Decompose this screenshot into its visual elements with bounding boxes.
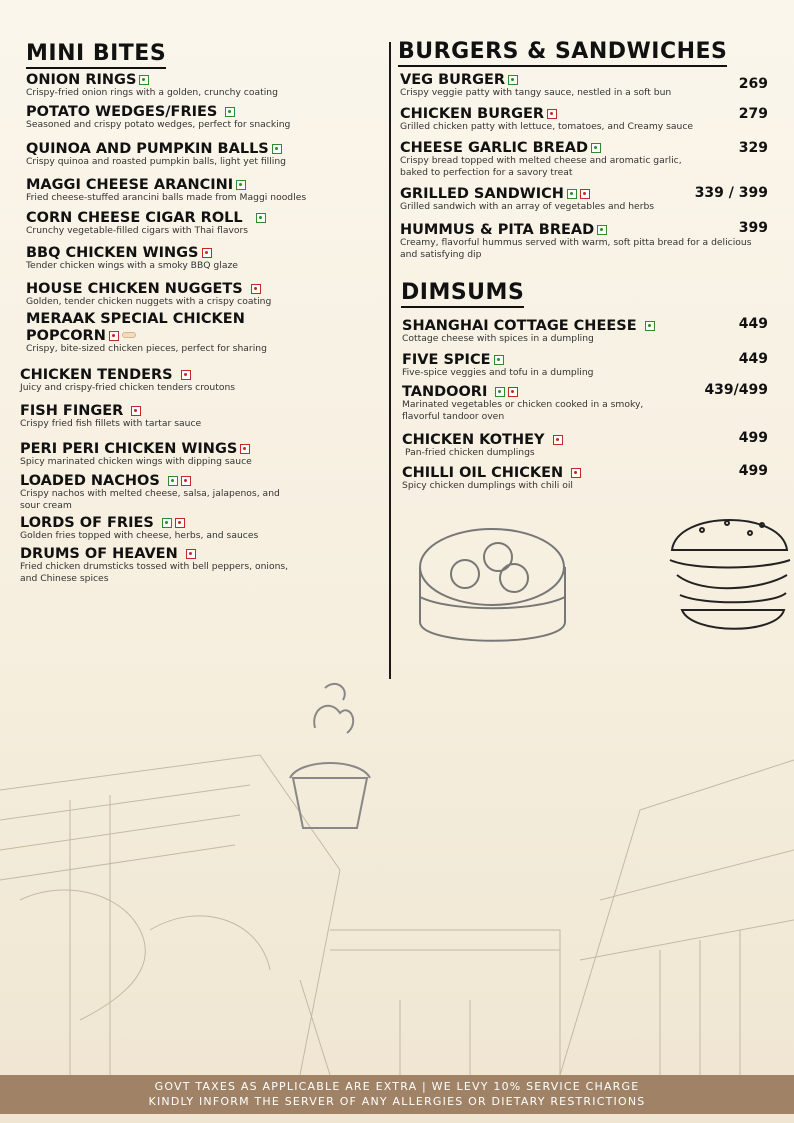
menu-item <box>26 245 346 272</box>
nonveg-icon <box>580 189 590 199</box>
veg-icon <box>495 387 505 397</box>
menu-item <box>26 281 346 308</box>
item-name: HOUSE CHICKEN NUGGETS <box>26 281 243 297</box>
menu-item <box>400 72 760 99</box>
veg-icon <box>508 75 518 85</box>
nonveg-icon <box>175 518 185 528</box>
nonveg-icon <box>240 444 250 454</box>
footer-banner <box>0 1075 794 1114</box>
item-price: 269 <box>738 76 768 92</box>
nonveg-icon <box>553 435 563 445</box>
menu-item <box>26 141 346 168</box>
item-name: CHICKEN BURGER <box>400 106 545 122</box>
veg-icon <box>494 355 504 365</box>
item-name: CHICKEN KOTHEY <box>402 432 545 448</box>
item-description: Crispy fried fish fillets with tartar sauce <box>20 418 202 429</box>
veg-icon <box>256 213 266 223</box>
item-name: TANDOORI <box>402 384 488 400</box>
item-name: SHANGHAI COTTAGE CHEESE <box>402 318 637 334</box>
item-description: Crunchy vegetable-filled cigars with Thai flavors <box>26 225 249 236</box>
menu-item <box>20 441 340 468</box>
item-description: Cottage cheese with spices in a dumpling <box>402 333 594 344</box>
item-name: CHEESE GARLIC BREAD <box>400 140 588 156</box>
nonveg-icon <box>109 331 119 341</box>
veg-icon <box>645 321 655 331</box>
item-name: MAGGI CHEESE ARANCINI <box>26 177 234 193</box>
nonveg-icon <box>547 109 557 119</box>
veg-icon <box>168 476 178 486</box>
item-price: 279 <box>738 106 768 122</box>
dimsums-title: DIMSUMS <box>401 280 524 308</box>
veg-icon <box>225 107 235 117</box>
item-name: LORDS OF FRIES <box>20 515 154 531</box>
menu-item <box>20 546 305 585</box>
nonveg-icon <box>181 370 191 380</box>
item-name: CHILLI OIL CHICKEN <box>402 465 564 481</box>
menu-item <box>402 465 722 492</box>
item-description: Crispy, bite-sized chicken pieces, perfect for sharing <box>26 343 267 354</box>
item-name: LOADED NACHOS <box>20 473 160 489</box>
item-name: CHICKEN TENDERS <box>20 367 173 383</box>
item-description: Fried chicken drumsticks tossed with bell peppers, onions, and Chinese spices <box>20 561 289 584</box>
courtyard-sketch <box>0 700 794 1075</box>
menu-item <box>400 222 770 261</box>
column-divider <box>389 42 391 679</box>
item-description: Crispy nachos with melted cheese, salsa, jalapenos, and sour cream <box>20 488 280 511</box>
menu-item <box>26 210 346 237</box>
item-description: Five-spice veggies and tofu in a dumpling <box>402 367 594 378</box>
veg-icon <box>597 225 607 235</box>
nonveg-icon <box>508 387 518 397</box>
menu-item <box>26 311 346 355</box>
mini-bites-title: MINI BITES <box>26 41 166 69</box>
item-description: Creamy, flavorful hummus served with warm, soft pitta bread for a delicious and satisfying dip <box>400 237 752 260</box>
menu-item <box>402 384 682 423</box>
item-price: 339 / 399 <box>694 185 768 201</box>
menu-item <box>20 403 340 430</box>
menu-item <box>26 104 346 131</box>
egg-icon <box>122 332 136 338</box>
nonveg-icon <box>571 468 581 478</box>
item-description: Crispy bread topped with melted cheese and aromatic garlic, baked to perfection for a savory treat <box>400 155 682 178</box>
item-name: FISH FINGER <box>20 403 124 419</box>
item-name: FIVE SPICE <box>402 352 491 368</box>
veg-icon <box>139 75 149 85</box>
menu-item <box>26 72 346 99</box>
item-name: ONION RINGS <box>26 72 137 88</box>
veg-icon <box>591 143 601 153</box>
item-name: POTATO WEDGES/FRIES <box>26 104 218 120</box>
item-description: Grilled sandwich with an array of vegetables and herbs <box>400 201 655 212</box>
popcorn-bucket-sketch <box>285 678 375 833</box>
nonveg-icon <box>202 248 212 258</box>
item-name: QUINOA AND PUMPKIN BALLS <box>26 141 269 157</box>
veg-icon <box>567 189 577 199</box>
item-description: Crispy veggie patty with tangy sauce, nestled in a soft bun <box>400 87 672 98</box>
item-price: 499 <box>738 463 768 479</box>
menu-item <box>26 177 346 204</box>
menu-item <box>402 432 722 459</box>
item-price: 449 <box>738 351 768 367</box>
item-name: MERAAK SPECIAL CHICKEN POPCORN <box>26 311 245 344</box>
item-name: GRILLED SANDWICH <box>400 186 564 202</box>
menu-item <box>400 140 710 179</box>
item-price: 329 <box>738 140 768 156</box>
menu-item <box>20 515 340 542</box>
dimsum-basket-sketch <box>410 512 575 657</box>
item-description: Juicy and crispy-fried chicken tenders croutons <box>20 382 236 393</box>
item-description: Tender chicken wings with a smoky BBQ glaze <box>26 260 238 271</box>
item-price: 439/499 <box>704 382 768 398</box>
burger-sketch <box>662 505 794 640</box>
item-description: Crispy quinoa and roasted pumpkin balls, light yet filling <box>26 156 286 167</box>
item-description: Marinated vegetables or chicken cooked in a smoky, flavorful tandoor oven <box>402 399 644 422</box>
item-description: Golden, tender chicken nuggets with a crispy coating <box>26 296 272 307</box>
menu-item <box>402 352 722 379</box>
menu-item <box>402 318 722 345</box>
menu-item <box>20 473 280 512</box>
veg-icon <box>162 518 172 528</box>
menu-item <box>400 106 760 133</box>
item-description: Pan-fried chicken dumplings <box>405 447 535 458</box>
item-description: Seasoned and crispy potato wedges, perfect for snacking <box>26 119 291 130</box>
item-description: Grilled chicken patty with lettuce, tomatoes, and Creamy sauce <box>400 121 694 132</box>
menu-item <box>20 367 340 394</box>
item-name: VEG BURGER <box>400 72 506 88</box>
item-price: 449 <box>738 316 768 332</box>
footer-tax-note: GOVT TAXES AS APPLICABLE ARE EXTRA | WE LEVY 10% SERVICE CHARGE <box>154 1080 640 1093</box>
burgers-title: BURGERS & SANDWICHES <box>398 39 727 67</box>
item-description: Golden fries topped with cheese, herbs, and sauces <box>20 530 259 541</box>
item-description: Crispy-fried onion rings with a golden, crunchy coating <box>26 87 278 98</box>
footer-allergy-note: KINDLY INFORM THE SERVER OF ANY ALLERGIES OR DIETARY RESTRICTIONS <box>148 1095 646 1108</box>
item-price: 499 <box>738 430 768 446</box>
nonveg-icon <box>131 406 141 416</box>
item-name: BBQ CHICKEN WINGS <box>26 245 199 261</box>
item-description: Spicy chicken dumplings with chili oil <box>402 480 573 491</box>
item-name: PERI PERI CHICKEN WINGS <box>20 441 238 457</box>
item-name: DRUMS OF HEAVEN <box>20 546 178 562</box>
nonveg-icon <box>251 284 261 294</box>
item-price: 399 <box>738 220 768 236</box>
nonveg-icon <box>181 476 191 486</box>
veg-icon <box>236 180 246 190</box>
item-name: CORN CHEESE CIGAR ROLL <box>26 210 243 226</box>
menu-item <box>400 186 700 213</box>
item-name: HUMMUS & PITA BREAD <box>400 222 595 238</box>
item-description: Fried cheese-stuffed arancini balls made from Maggi noodles <box>26 192 307 203</box>
item-description: Spicy marinated chicken wings with dipping sauce <box>20 456 252 467</box>
veg-icon <box>272 144 282 154</box>
nonveg-icon <box>186 549 196 559</box>
